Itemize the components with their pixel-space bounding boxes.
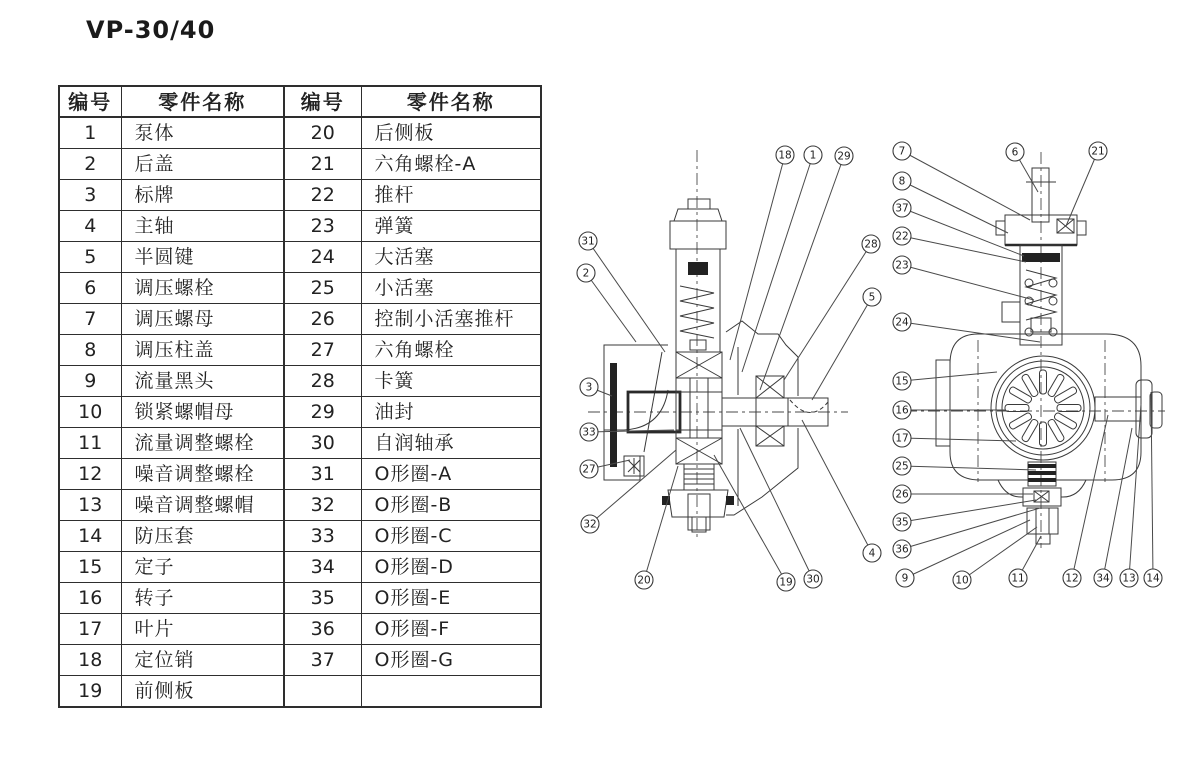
part-name-cell: 标牌 bbox=[121, 180, 284, 211]
part-name-cell: 流量调整螺栓 bbox=[121, 428, 284, 459]
part-name-cell: 主轴 bbox=[121, 211, 284, 242]
part-name-cell: 噪音调整螺帽 bbox=[121, 490, 284, 521]
part-name-cell: 控制小活塞推杆 bbox=[361, 304, 541, 335]
svg-text:17: 17 bbox=[895, 432, 909, 445]
part-name-cell: 大活塞 bbox=[361, 242, 541, 273]
part-name-cell: O形圈-D bbox=[361, 552, 541, 583]
table-row bbox=[59, 335, 541, 366]
table-row bbox=[59, 490, 541, 521]
header-row bbox=[59, 86, 541, 117]
svg-text:3: 3 bbox=[585, 381, 593, 394]
parts-table bbox=[58, 85, 542, 708]
part-number-cell: 15 bbox=[59, 552, 121, 583]
part-number-cell: 34 bbox=[284, 552, 361, 583]
table-row bbox=[59, 552, 541, 583]
svg-text:34: 34 bbox=[1096, 572, 1110, 585]
callout-12 bbox=[1063, 415, 1108, 587]
part-name-cell: 定位销 bbox=[121, 645, 284, 676]
part-name-cell: 油封 bbox=[361, 397, 541, 428]
part-number-cell: 26 bbox=[284, 304, 361, 335]
callout-24 bbox=[893, 313, 1040, 342]
svg-text:20: 20 bbox=[637, 574, 651, 587]
svg-text:25: 25 bbox=[895, 460, 909, 473]
part-name-cell: O形圈-G bbox=[361, 645, 541, 676]
front-view-figure bbox=[905, 152, 1165, 548]
part-number-cell: 29 bbox=[284, 397, 361, 428]
part-number-cell: 14 bbox=[59, 521, 121, 552]
callout-4 bbox=[802, 420, 881, 562]
svg-text:32: 32 bbox=[583, 518, 597, 531]
callout-17 bbox=[893, 429, 1016, 447]
parts-table-header bbox=[59, 86, 541, 117]
column-header-name-2: 零件名称 bbox=[361, 86, 541, 117]
column-header-number-1: 编号 bbox=[59, 86, 121, 117]
table-row bbox=[59, 180, 541, 211]
callout-5 bbox=[812, 288, 881, 400]
svg-text:13: 13 bbox=[1122, 572, 1136, 585]
part-name-cell: 流量黑头 bbox=[121, 366, 284, 397]
part-name-cell: 弹簧 bbox=[361, 211, 541, 242]
svg-text:37: 37 bbox=[895, 202, 909, 215]
part-number-cell: 27 bbox=[284, 335, 361, 366]
column-header-name-1: 零件名称 bbox=[121, 86, 284, 117]
callout-3 bbox=[580, 378, 612, 396]
part-number-cell: 21 bbox=[284, 149, 361, 180]
svg-text:1: 1 bbox=[809, 149, 817, 162]
part-name-cell: 调压柱盖 bbox=[121, 335, 284, 366]
callout-31 bbox=[579, 232, 665, 352]
part-number-cell: 16 bbox=[59, 583, 121, 614]
part-name-cell: 防压套 bbox=[121, 521, 284, 552]
vane-slots bbox=[1005, 370, 1081, 446]
table-row bbox=[59, 211, 541, 242]
svg-text:19: 19 bbox=[779, 576, 793, 589]
column-header-number-2: 编号 bbox=[284, 86, 361, 117]
svg-text:36: 36 bbox=[895, 543, 909, 556]
part-number-cell: 8 bbox=[59, 335, 121, 366]
part-name-cell: 后盖 bbox=[121, 149, 284, 180]
part-number-cell: 28 bbox=[284, 366, 361, 397]
svg-text:7: 7 bbox=[898, 145, 906, 158]
part-number-cell: 32 bbox=[284, 490, 361, 521]
part-number-cell: 7 bbox=[59, 304, 121, 335]
callout-15 bbox=[893, 372, 997, 390]
part-name-cell: O形圈-F bbox=[361, 614, 541, 645]
table-row bbox=[59, 366, 541, 397]
callout-1 bbox=[742, 146, 822, 372]
part-number-cell: 35 bbox=[284, 583, 361, 614]
svg-text:6: 6 bbox=[1011, 146, 1019, 159]
table-row bbox=[59, 149, 541, 180]
part-number-cell: 18 bbox=[59, 645, 121, 676]
callout-14 bbox=[1144, 392, 1162, 587]
svg-text:28: 28 bbox=[864, 238, 878, 251]
part-number-cell: 3 bbox=[59, 180, 121, 211]
table-row bbox=[59, 459, 541, 490]
svg-text:24: 24 bbox=[895, 316, 909, 329]
part-number-cell: 33 bbox=[284, 521, 361, 552]
part-number-cell: 22 bbox=[284, 180, 361, 211]
svg-text:18: 18 bbox=[778, 149, 792, 162]
svg-text:33: 33 bbox=[582, 426, 596, 439]
callout-30 bbox=[740, 428, 822, 588]
part-number-cell: 5 bbox=[59, 242, 121, 273]
part-name-cell: 后侧板 bbox=[361, 117, 541, 149]
table-row bbox=[59, 676, 541, 708]
part-number-cell: 2 bbox=[59, 149, 121, 180]
svg-text:11: 11 bbox=[1011, 572, 1025, 585]
svg-text:22: 22 bbox=[895, 230, 909, 243]
svg-text:4: 4 bbox=[868, 547, 876, 560]
part-number-cell: 20 bbox=[284, 117, 361, 149]
part-number-cell: 9 bbox=[59, 366, 121, 397]
side-view-callouts bbox=[577, 146, 881, 591]
table-row bbox=[59, 273, 541, 304]
part-number-cell: 31 bbox=[284, 459, 361, 490]
svg-text:23: 23 bbox=[895, 259, 909, 272]
callout-20 bbox=[635, 466, 678, 589]
part-number-cell: 4 bbox=[59, 211, 121, 242]
callout-8 bbox=[893, 172, 1008, 233]
table-row bbox=[59, 521, 541, 552]
callout-25 bbox=[893, 457, 1036, 475]
part-number-cell: 13 bbox=[59, 490, 121, 521]
svg-text:35: 35 bbox=[895, 516, 909, 529]
svg-text:9: 9 bbox=[901, 572, 909, 585]
callout-23 bbox=[893, 256, 1034, 300]
part-number-cell: 11 bbox=[59, 428, 121, 459]
callout-26 bbox=[893, 485, 1033, 503]
part-name-cell: 调压螺栓 bbox=[121, 273, 284, 304]
table-row bbox=[59, 242, 541, 273]
part-number-cell: 23 bbox=[284, 211, 361, 242]
svg-text:10: 10 bbox=[955, 574, 969, 587]
part-number-cell: 19 bbox=[59, 676, 121, 708]
part-number-cell: 30 bbox=[284, 428, 361, 459]
part-name-cell: 噪音调整螺栓 bbox=[121, 459, 284, 490]
part-name-cell: 六角螺栓-A bbox=[361, 149, 541, 180]
part-number-cell: 17 bbox=[59, 614, 121, 645]
svg-text:26: 26 bbox=[895, 488, 909, 501]
parts-table-body bbox=[59, 117, 541, 707]
part-number-cell: 1 bbox=[59, 117, 121, 149]
callout-36 bbox=[893, 508, 1040, 558]
part-number-cell: 25 bbox=[284, 273, 361, 304]
part-number-cell: 24 bbox=[284, 242, 361, 273]
svg-text:31: 31 bbox=[581, 235, 595, 248]
part-name-cell bbox=[361, 676, 541, 708]
part-name-cell: 转子 bbox=[121, 583, 284, 614]
callout-19 bbox=[714, 455, 795, 591]
part-name-cell: 卡簧 bbox=[361, 366, 541, 397]
svg-text:29: 29 bbox=[837, 150, 851, 163]
svg-text:14: 14 bbox=[1146, 572, 1160, 585]
table-row bbox=[59, 117, 541, 149]
table-row bbox=[59, 428, 541, 459]
table-row bbox=[59, 304, 541, 335]
part-number-cell: 37 bbox=[284, 645, 361, 676]
page-title: VP-30/40 bbox=[86, 16, 216, 44]
svg-text:5: 5 bbox=[868, 291, 876, 304]
part-name-cell: 半圆键 bbox=[121, 242, 284, 273]
part-name-cell: 锁紧螺帽母 bbox=[121, 397, 284, 428]
part-name-cell: 小活塞 bbox=[361, 273, 541, 304]
part-name-cell: 前侧板 bbox=[121, 676, 284, 708]
part-name-cell: 调压螺母 bbox=[121, 304, 284, 335]
part-name-cell: 叶片 bbox=[121, 614, 284, 645]
table-row bbox=[59, 583, 541, 614]
svg-text:27: 27 bbox=[582, 463, 596, 476]
part-name-cell: O形圈-C bbox=[361, 521, 541, 552]
part-name-cell: 自润轴承 bbox=[361, 428, 541, 459]
part-number-cell: 12 bbox=[59, 459, 121, 490]
callout-27 bbox=[580, 460, 630, 478]
callout-18 bbox=[730, 146, 794, 360]
part-number-cell: 10 bbox=[59, 397, 121, 428]
part-name-cell: 泵体 bbox=[121, 117, 284, 149]
table-row bbox=[59, 614, 541, 645]
part-number-cell: 6 bbox=[59, 273, 121, 304]
table-row bbox=[59, 397, 541, 428]
callout-2 bbox=[577, 264, 636, 342]
part-name-cell: O形圈-E bbox=[361, 583, 541, 614]
part-name-cell: 六角螺栓 bbox=[361, 335, 541, 366]
svg-text:21: 21 bbox=[1091, 145, 1105, 158]
part-name-cell: O形圈-B bbox=[361, 490, 541, 521]
svg-text:12: 12 bbox=[1065, 572, 1079, 585]
svg-text:2: 2 bbox=[582, 267, 590, 280]
part-number-cell: 36 bbox=[284, 614, 361, 645]
svg-text:15: 15 bbox=[895, 375, 909, 388]
part-name-cell: 推杆 bbox=[361, 180, 541, 211]
part-name-cell: O形圈-A bbox=[361, 459, 541, 490]
part-number-cell bbox=[284, 676, 361, 708]
callout-21 bbox=[1066, 142, 1107, 226]
side-view-figure bbox=[585, 150, 851, 538]
svg-text:16: 16 bbox=[895, 404, 909, 417]
pump-figures bbox=[560, 130, 1190, 610]
table-row bbox=[59, 645, 541, 676]
callout-13 bbox=[1120, 404, 1141, 587]
svg-text:8: 8 bbox=[898, 175, 906, 188]
svg-text:30: 30 bbox=[806, 573, 820, 586]
part-name-cell: 定子 bbox=[121, 552, 284, 583]
